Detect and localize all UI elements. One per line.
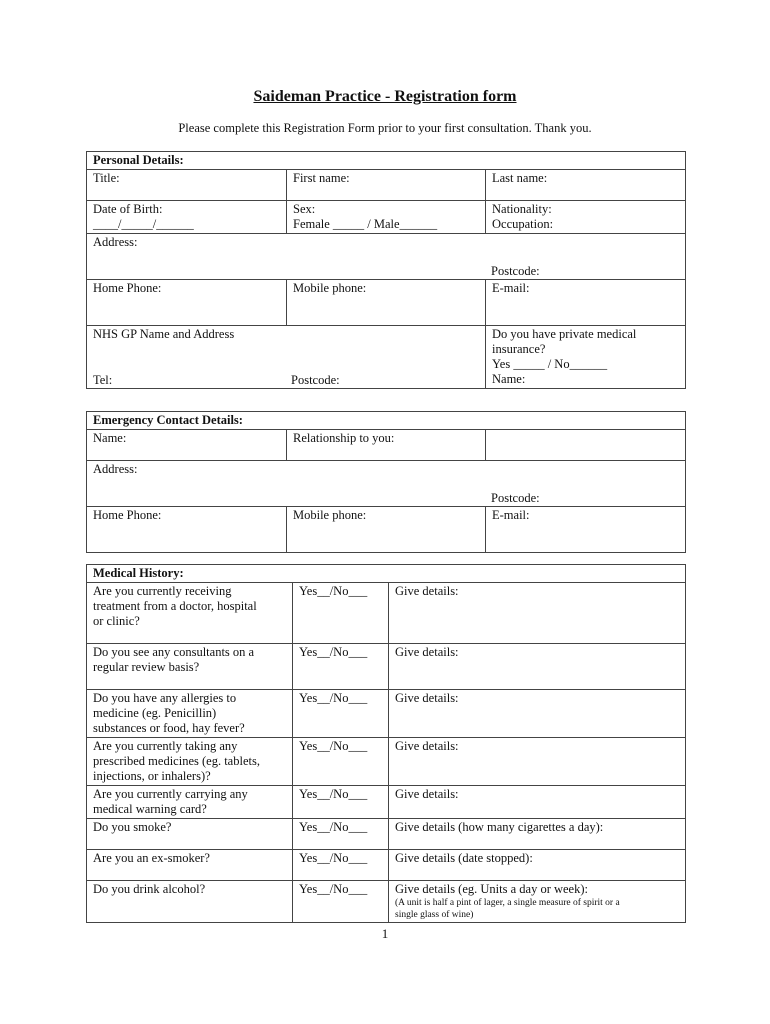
page-number: 1 — [381, 926, 389, 941]
details-field[interactable] — [389, 690, 686, 738]
details-label: Give details (eg. Units a day or week): — [395, 882, 588, 896]
address-field[interactable] — [87, 234, 686, 280]
details-label: Give details (how many cigarettes a day): — [395, 820, 604, 834]
mobile-phone-label: Mobile phone: — [293, 281, 367, 295]
nationality-label: Nationality: — [492, 202, 552, 216]
yes-no-label: Yes__/No___ — [299, 739, 368, 753]
dob-label: Date of Birth: — [93, 202, 163, 216]
gp-tel-label: Tel: — [93, 373, 113, 387]
medical-question — [87, 738, 293, 786]
yes-no-label: Yes__/No___ — [299, 584, 368, 598]
yes-no-label: Yes__/No___ — [299, 645, 368, 659]
question-line: medicine (eg. Penicillin) — [93, 706, 217, 720]
personal-details-header: Personal Details: — [87, 152, 686, 170]
emergency-contact-header: Emergency Contact Details: — [87, 412, 686, 430]
question-line: Do you have any allergies to — [93, 691, 237, 705]
details-field[interactable] — [389, 644, 686, 690]
question-line: Do you smoke? — [93, 820, 172, 834]
form-instructions: Please complete this Registration Form prior to your first consultation. Thank you. — [178, 121, 592, 135]
yes-no-field[interactable] — [293, 850, 389, 881]
email-field[interactable] — [486, 280, 686, 326]
emergency-name-label: Name: — [93, 431, 127, 445]
details-field[interactable] — [389, 850, 686, 881]
gp-postcode-label: Postcode: — [291, 373, 340, 387]
yes-no-label: Yes__/No___ — [299, 691, 368, 705]
yes-no-label: Yes__/No___ — [299, 820, 368, 834]
question-line: Are you currently receiving — [93, 584, 232, 598]
alcohol-unit-note: (A unit is half a pint of lager, a single measure of spirit or a — [395, 898, 620, 908]
details-label: Give details: — [395, 645, 459, 659]
question-line: Are you currently carrying any — [93, 787, 248, 801]
question-line: medical warning card? — [93, 802, 207, 816]
address-label: Address: — [93, 235, 138, 249]
details-label: Give details (date stopped): — [395, 851, 533, 865]
details-label: Give details: — [395, 691, 459, 705]
dob-blank: ____/_____/______ — [93, 217, 194, 231]
page-title: Saideman Practice - Registration form — [253, 88, 517, 105]
home-phone-field[interactable] — [87, 280, 287, 326]
details-field[interactable] — [389, 786, 686, 819]
sex-options: Female _____ / Male______ — [293, 217, 438, 231]
first-name-field[interactable] — [287, 170, 486, 201]
question-line: Are you an ex-smoker? — [93, 851, 210, 865]
yes-no-label: Yes__/No___ — [299, 787, 368, 801]
medical-question — [87, 819, 293, 850]
emergency-email-label: E-mail: — [492, 508, 530, 522]
mobile-phone-field[interactable] — [287, 280, 486, 326]
emergency-mobile-phone-label: Mobile phone: — [293, 508, 367, 522]
gp-details-field[interactable] — [87, 326, 486, 389]
medical-question — [87, 850, 293, 881]
insurance-question-line1: Do you have private medical — [492, 327, 637, 341]
medical-question — [87, 786, 293, 819]
medical-question — [87, 881, 293, 923]
medical-question — [87, 644, 293, 690]
title-label: Title: — [93, 171, 120, 185]
medical-question — [87, 583, 293, 644]
medical-history-table — [86, 564, 686, 923]
emergency-contact-table — [86, 411, 686, 553]
yes-no-field[interactable] — [293, 819, 389, 850]
emergency-home-phone-field[interactable] — [87, 507, 287, 553]
relationship-field[interactable] — [287, 430, 486, 461]
details-label: Give details: — [395, 584, 459, 598]
details-field[interactable] — [389, 881, 686, 923]
sex-field[interactable] — [287, 201, 486, 234]
last-name-label: Last name: — [492, 171, 548, 185]
question-line: or clinic? — [93, 614, 140, 628]
private-insurance-field[interactable] — [486, 326, 686, 389]
title-field[interactable] — [87, 170, 287, 201]
question-line: regular review basis? — [93, 660, 200, 674]
details-field[interactable] — [389, 738, 686, 786]
yes-no-field[interactable] — [293, 786, 389, 819]
details-label: Give details: — [395, 787, 459, 801]
yes-no-field[interactable] — [293, 738, 389, 786]
yes-no-field[interactable] — [293, 583, 389, 644]
question-line: prescribed medicines (eg. tablets, — [93, 754, 260, 768]
question-line: Do you drink alcohol? — [93, 882, 206, 896]
question-line: Do you see any consultants on a — [93, 645, 255, 659]
yes-no-label: Yes__/No___ — [299, 851, 368, 865]
question-line: injections, or inhalers)? — [93, 769, 211, 783]
email-label: E-mail: — [492, 281, 530, 295]
yes-no-field[interactable] — [293, 690, 389, 738]
emergency-email-field[interactable] — [486, 507, 686, 553]
insurance-name-label: Name: — [492, 372, 526, 386]
emergency-postcode-label: Postcode: — [491, 491, 540, 505]
question-line: treatment from a doctor, hospital — [93, 599, 257, 613]
insurance-question-line2: insurance? — [492, 342, 546, 356]
details-label: Give details: — [395, 739, 459, 753]
question-line: Are you currently taking any — [93, 739, 238, 753]
nationality-occupation-field[interactable] — [486, 201, 686, 234]
emergency-blank-field[interactable] — [486, 430, 686, 461]
medical-history-header: Medical History: — [87, 565, 686, 583]
occupation-label: Occupation: — [492, 217, 554, 231]
emergency-address-field[interactable] — [87, 461, 686, 507]
alcohol-unit-note: single glass of wine) — [395, 910, 474, 920]
personal-details-table — [86, 151, 686, 389]
insurance-yes-no: Yes _____ / No______ — [492, 357, 608, 371]
home-phone-label: Home Phone: — [93, 281, 162, 295]
postcode-label: Postcode: — [491, 264, 540, 278]
last-name-field[interactable] — [486, 170, 686, 201]
yes-no-field[interactable] — [293, 881, 389, 923]
details-field[interactable] — [389, 819, 686, 850]
emergency-name-field[interactable] — [87, 430, 287, 461]
emergency-mobile-phone-field[interactable] — [287, 507, 486, 553]
yes-no-field[interactable] — [293, 644, 389, 690]
relationship-label: Relationship to you: — [293, 431, 395, 445]
emergency-home-phone-label: Home Phone: — [93, 508, 162, 522]
sex-label: Sex: — [293, 202, 316, 216]
first-name-label: First name: — [293, 171, 350, 185]
medical-question — [87, 690, 293, 738]
details-field[interactable] — [389, 583, 686, 644]
gp-label: NHS GP Name and Address — [93, 327, 235, 341]
yes-no-label: Yes__/No___ — [299, 882, 368, 896]
emergency-address-label: Address: — [93, 462, 138, 476]
question-line: substances or food, hay fever? — [93, 721, 245, 735]
dob-field[interactable] — [87, 201, 287, 234]
